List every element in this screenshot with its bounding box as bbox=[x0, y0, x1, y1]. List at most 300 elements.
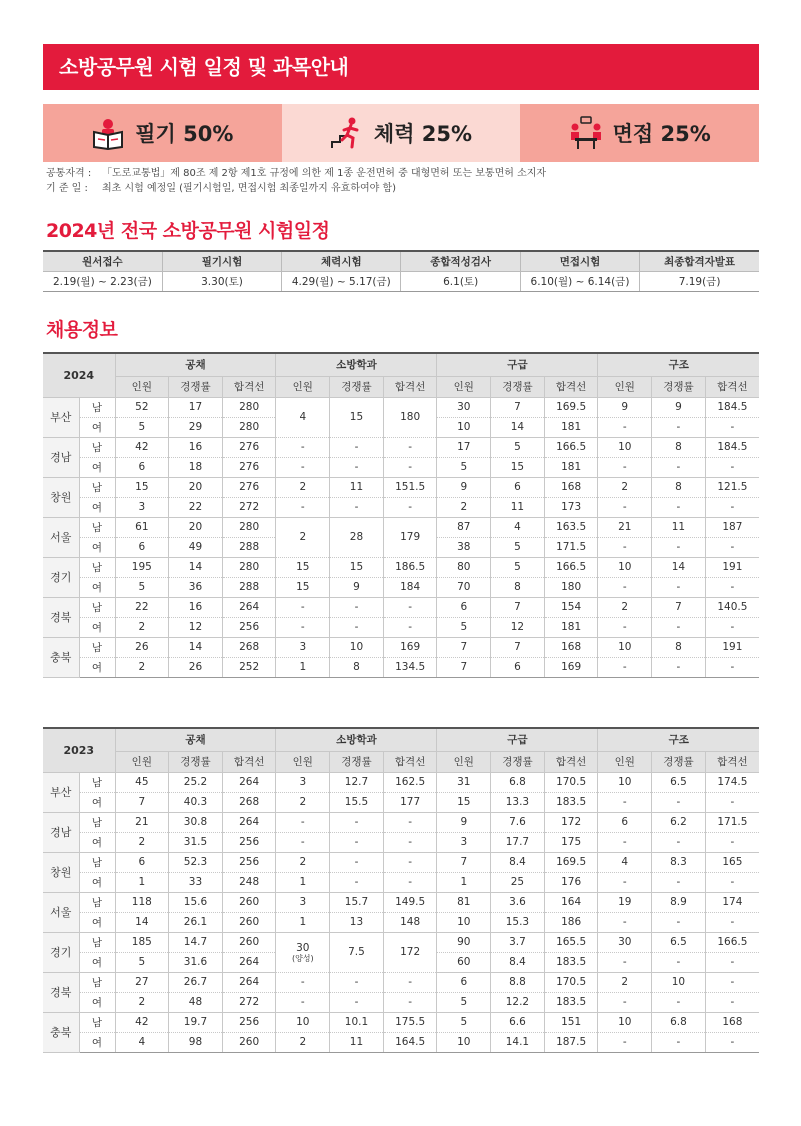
value-cell: 272 bbox=[222, 992, 276, 1012]
value-cell: 5 bbox=[437, 1012, 491, 1032]
recruit-table-2024 bbox=[43, 352, 759, 678]
subheader-cell: 합격선 bbox=[222, 751, 276, 772]
subheader-cell: 인원 bbox=[437, 376, 491, 397]
value-cell: 26 bbox=[169, 657, 223, 677]
group-header: 소방학과 bbox=[276, 353, 437, 376]
group-header: 구급 bbox=[437, 728, 598, 751]
value-cell: 5 bbox=[437, 992, 491, 1012]
value-cell: 6 bbox=[115, 457, 169, 477]
table-row bbox=[43, 437, 759, 457]
group-header: 소방학과 bbox=[276, 728, 437, 751]
value-cell: 49 bbox=[169, 537, 223, 557]
value-cell: - bbox=[598, 832, 652, 852]
value-cell: - bbox=[330, 497, 384, 517]
value-cell: - bbox=[705, 617, 759, 637]
schedule-header: 원서접수 bbox=[43, 251, 162, 271]
value-cell: 172 bbox=[383, 932, 437, 972]
sex-cell: 여 bbox=[79, 657, 115, 677]
value-cell: 276 bbox=[222, 437, 276, 457]
recruit-heading: 채용정보 bbox=[46, 319, 118, 341]
value-cell: 25 bbox=[491, 872, 545, 892]
sex-cell: 남 bbox=[79, 437, 115, 457]
value-cell: 154 bbox=[544, 597, 598, 617]
sex-cell: 남 bbox=[79, 772, 115, 792]
value-cell: 6 bbox=[491, 477, 545, 497]
sex-cell: 남 bbox=[79, 972, 115, 992]
value-cell: 268 bbox=[222, 637, 276, 657]
region-cell: 경남 bbox=[43, 812, 79, 852]
value-cell: - bbox=[383, 832, 437, 852]
value-cell: 12.7 bbox=[330, 772, 384, 792]
book-reading-icon bbox=[91, 116, 125, 150]
value-cell: 11 bbox=[652, 517, 706, 537]
value-cell: 12.2 bbox=[491, 992, 545, 1012]
sex-cell: 남 bbox=[79, 517, 115, 537]
value-cell: - bbox=[383, 437, 437, 457]
value-cell: 12 bbox=[491, 617, 545, 637]
value-cell: 52 bbox=[115, 397, 169, 417]
sex-cell: 여 bbox=[79, 457, 115, 477]
value-cell: 162.5 bbox=[383, 772, 437, 792]
value-cell: 191 bbox=[705, 557, 759, 577]
subheader-cell: 합격선 bbox=[544, 751, 598, 772]
schedule-value: 2.19(월) ~ 2.23(금) bbox=[43, 271, 162, 291]
value-cell: - bbox=[383, 617, 437, 637]
value-cell: - bbox=[652, 992, 706, 1012]
value-cell: - bbox=[705, 537, 759, 557]
value-cell: 176 bbox=[544, 872, 598, 892]
value-cell: 5 bbox=[115, 952, 169, 972]
schedule-header: 면접시험 bbox=[520, 251, 639, 271]
sex-cell: 남 bbox=[79, 812, 115, 832]
value-cell: 22 bbox=[115, 597, 169, 617]
value-cell: 26.7 bbox=[169, 972, 223, 992]
value-cell: 10 bbox=[437, 1032, 491, 1052]
value-cell: 2 bbox=[115, 992, 169, 1012]
value-cell: 87 bbox=[437, 517, 491, 537]
table-row bbox=[43, 497, 759, 517]
value-cell: 2 bbox=[598, 597, 652, 617]
value-cell: 2 bbox=[276, 477, 330, 497]
subheader-cell: 인원 bbox=[598, 376, 652, 397]
value-cell: - bbox=[276, 617, 330, 637]
value-cell: 4 bbox=[115, 1032, 169, 1052]
schedule-header: 필기시험 bbox=[162, 251, 281, 271]
value-cell: 169.5 bbox=[544, 397, 598, 417]
value-cell: 2 bbox=[276, 852, 330, 872]
value-cell: 2 bbox=[115, 657, 169, 677]
value-cell: 7 bbox=[115, 792, 169, 812]
value-cell: 5 bbox=[491, 537, 545, 557]
subheader-row bbox=[43, 376, 759, 397]
table-row bbox=[43, 477, 759, 497]
value-cell: 2 bbox=[276, 1032, 330, 1052]
value-cell: 18 bbox=[169, 457, 223, 477]
value-cell: 260 bbox=[222, 1032, 276, 1052]
value-cell: 29 bbox=[169, 417, 223, 437]
value-cell: 21 bbox=[115, 812, 169, 832]
value-cell: 14 bbox=[491, 417, 545, 437]
value-cell: 6.2 bbox=[652, 812, 706, 832]
value-cell: 280 bbox=[222, 397, 276, 417]
value-cell: 195 bbox=[115, 557, 169, 577]
value-cell: - bbox=[330, 852, 384, 872]
value-cell: - bbox=[598, 577, 652, 597]
table-row bbox=[43, 892, 759, 912]
sex-cell: 남 bbox=[79, 597, 115, 617]
subheader-cell: 합격선 bbox=[544, 376, 598, 397]
table-row bbox=[43, 832, 759, 852]
value-cell: 264 bbox=[222, 772, 276, 792]
value-cell: 5 bbox=[115, 577, 169, 597]
value-cell: 8 bbox=[652, 477, 706, 497]
value-cell: - bbox=[652, 417, 706, 437]
value-cell: 70 bbox=[437, 577, 491, 597]
table-row bbox=[43, 852, 759, 872]
table-row bbox=[43, 972, 759, 992]
header-row bbox=[43, 728, 759, 751]
table-row bbox=[43, 597, 759, 617]
sex-cell: 여 bbox=[79, 832, 115, 852]
value-cell: 140.5 bbox=[705, 597, 759, 617]
value-cell: 276 bbox=[222, 457, 276, 477]
value-cell: 7 bbox=[652, 597, 706, 617]
value-cell: - bbox=[705, 912, 759, 932]
subheader-cell: 경쟁률 bbox=[652, 751, 706, 772]
value-cell: 14 bbox=[169, 637, 223, 657]
subheader-cell: 인원 bbox=[276, 751, 330, 772]
value-cell: 90 bbox=[437, 932, 491, 952]
note-text: 최초 시험 예정일 (필기시험일, 면접시험 최종일까지 유효하여야 함) bbox=[102, 183, 397, 194]
value-cell: - bbox=[383, 872, 437, 892]
value-cell: 5 bbox=[491, 437, 545, 457]
value-cell: 7 bbox=[437, 657, 491, 677]
physical-exam-ratio bbox=[282, 104, 521, 162]
page-title: 소방공무원 시험 일정 및 과목안내 bbox=[43, 44, 759, 90]
group-header: 구조 bbox=[598, 728, 759, 751]
schedule-value: 6.1(토) bbox=[401, 271, 520, 291]
value-cell: - bbox=[652, 912, 706, 932]
sex-cell: 여 bbox=[79, 577, 115, 597]
value-cell: 264 bbox=[222, 972, 276, 992]
value-cell: 2 bbox=[276, 792, 330, 812]
subheader-cell: 경쟁률 bbox=[169, 751, 223, 772]
value-cell: 10 bbox=[437, 912, 491, 932]
value-cell: 260 bbox=[222, 932, 276, 952]
subheader-cell: 경쟁률 bbox=[330, 751, 384, 772]
sex-cell: 여 bbox=[79, 1032, 115, 1052]
value-cell: 9 bbox=[652, 397, 706, 417]
value-cell: - bbox=[276, 597, 330, 617]
value-cell: 15 bbox=[276, 577, 330, 597]
value-cell: 10.1 bbox=[330, 1012, 384, 1032]
value-cell: 164 bbox=[544, 892, 598, 912]
value-cell: 27 bbox=[115, 972, 169, 992]
value-cell: 20 bbox=[169, 477, 223, 497]
value-cell: 52.3 bbox=[169, 852, 223, 872]
value-cell: - bbox=[652, 457, 706, 477]
value-cell: 6 bbox=[598, 812, 652, 832]
value-cell: 5 bbox=[437, 617, 491, 637]
table-row bbox=[43, 397, 759, 417]
value-cell: - bbox=[652, 497, 706, 517]
value-cell: 264 bbox=[222, 952, 276, 972]
value-cell: - bbox=[652, 832, 706, 852]
schedule-value: 6.10(월) ~ 6.14(금) bbox=[520, 271, 639, 291]
value-cell: 186 bbox=[544, 912, 598, 932]
value-cell: 10 bbox=[276, 1012, 330, 1032]
value-cell: 60 bbox=[437, 952, 491, 972]
qualification-notes bbox=[46, 166, 546, 196]
value-cell: 6 bbox=[437, 597, 491, 617]
region-cell: 창원 bbox=[43, 852, 79, 892]
value-cell: - bbox=[652, 792, 706, 812]
value-cell: 170.5 bbox=[544, 972, 598, 992]
value-cell: 184.5 bbox=[705, 437, 759, 457]
year-cell: 2023 bbox=[43, 728, 115, 772]
value-cell: - bbox=[598, 657, 652, 677]
value-cell: - bbox=[598, 872, 652, 892]
table-row bbox=[43, 792, 759, 812]
value-cell: 174.5 bbox=[705, 772, 759, 792]
value-cell: 256 bbox=[222, 852, 276, 872]
value-cell: 28 bbox=[330, 517, 384, 557]
region-cell: 서울 bbox=[43, 517, 79, 557]
running-stairs-icon bbox=[330, 116, 364, 150]
value-cell: 9 bbox=[437, 812, 491, 832]
table-row bbox=[43, 637, 759, 657]
value-cell: 48 bbox=[169, 992, 223, 1012]
value-cell: - bbox=[652, 617, 706, 637]
value-cell: 272 bbox=[222, 497, 276, 517]
value-cell: 148 bbox=[383, 912, 437, 932]
value-cell: 98 bbox=[169, 1032, 223, 1052]
value-cell: - bbox=[598, 952, 652, 972]
value-cell: 184.5 bbox=[705, 397, 759, 417]
value-cell: 181 bbox=[544, 457, 598, 477]
value-cell: 4 bbox=[598, 852, 652, 872]
value-cell: 191 bbox=[705, 637, 759, 657]
value-cell: 21 bbox=[598, 517, 652, 537]
recruit-table-2023 bbox=[43, 727, 759, 1053]
value-cell: 31.5 bbox=[169, 832, 223, 852]
subheader-row bbox=[43, 751, 759, 772]
sex-cell: 남 bbox=[79, 557, 115, 577]
value-cell: 185 bbox=[115, 932, 169, 952]
value-cell: 264 bbox=[222, 597, 276, 617]
value-cell: 3 bbox=[437, 832, 491, 852]
value-cell: 11 bbox=[330, 1032, 384, 1052]
value-cell: 276 bbox=[222, 477, 276, 497]
value-cell: 174 bbox=[705, 892, 759, 912]
table-row bbox=[43, 1012, 759, 1032]
value-cell: 1 bbox=[115, 872, 169, 892]
sex-cell: 여 bbox=[79, 417, 115, 437]
value-cell: 134.5 bbox=[383, 657, 437, 677]
note-label: 공통자격 : bbox=[46, 168, 92, 179]
value-cell: 45 bbox=[115, 772, 169, 792]
value-cell: 8.3 bbox=[652, 852, 706, 872]
value-cell: 260 bbox=[222, 912, 276, 932]
value-cell: 2 bbox=[598, 972, 652, 992]
table-row bbox=[43, 912, 759, 932]
value-cell: 8.8 bbox=[491, 972, 545, 992]
table-row bbox=[43, 992, 759, 1012]
value-cell: 6 bbox=[115, 852, 169, 872]
value-cell: 25.2 bbox=[169, 772, 223, 792]
value-cell: - bbox=[276, 992, 330, 1012]
value-cell: 175 bbox=[544, 832, 598, 852]
value-cell: 11 bbox=[330, 477, 384, 497]
value-cell: 7.6 bbox=[491, 812, 545, 832]
value-cell: 3.6 bbox=[491, 892, 545, 912]
value-cell: 2 bbox=[115, 617, 169, 637]
value-cell: - bbox=[598, 792, 652, 812]
region-cell: 경북 bbox=[43, 597, 79, 637]
sex-cell: 여 bbox=[79, 872, 115, 892]
value-cell: - bbox=[705, 792, 759, 812]
value-cell: 3 bbox=[276, 892, 330, 912]
sex-cell: 여 bbox=[79, 537, 115, 557]
value-cell: - bbox=[276, 457, 330, 477]
group-header: 공채 bbox=[115, 728, 276, 751]
value-cell: 3 bbox=[276, 772, 330, 792]
value-cell: 19.7 bbox=[169, 1012, 223, 1032]
value-cell: 81 bbox=[437, 892, 491, 912]
schedule-header: 종합적성검사 bbox=[401, 251, 520, 271]
sex-cell: 남 bbox=[79, 932, 115, 952]
value-cell: 5 bbox=[491, 557, 545, 577]
table-row bbox=[43, 577, 759, 597]
value-cell: 280 bbox=[222, 557, 276, 577]
value-cell: 6.5 bbox=[652, 772, 706, 792]
sex-cell: 남 bbox=[79, 637, 115, 657]
value-cell: - bbox=[598, 1032, 652, 1052]
subheader-cell: 인원 bbox=[115, 751, 169, 772]
value-cell: 8 bbox=[330, 657, 384, 677]
value-cell: 288 bbox=[222, 537, 276, 557]
value-cell: - bbox=[598, 912, 652, 932]
value-cell: 31.6 bbox=[169, 952, 223, 972]
schedule-value: 3.30(토) bbox=[162, 271, 281, 291]
value-cell: - bbox=[383, 457, 437, 477]
sex-cell: 여 bbox=[79, 617, 115, 637]
score-ratio-bar bbox=[43, 104, 759, 162]
subheader-cell: 경쟁률 bbox=[491, 376, 545, 397]
schedule-header: 최종합격자발표 bbox=[640, 251, 759, 271]
value-cell: 40.3 bbox=[169, 792, 223, 812]
subheader-cell: 인원 bbox=[598, 751, 652, 772]
value-cell: 280 bbox=[222, 517, 276, 537]
value-cell: 17.7 bbox=[491, 832, 545, 852]
value-cell: 183.5 bbox=[544, 992, 598, 1012]
region-cell: 경기 bbox=[43, 932, 79, 972]
value-cell: - bbox=[330, 812, 384, 832]
value-cell: 1 bbox=[276, 657, 330, 677]
value-cell: 187.5 bbox=[544, 1032, 598, 1052]
value-cell: 6.6 bbox=[491, 1012, 545, 1032]
value-cell: 280 bbox=[222, 417, 276, 437]
value-cell: - bbox=[705, 972, 759, 992]
value-cell: 8.4 bbox=[491, 952, 545, 972]
table-row bbox=[43, 657, 759, 677]
value-cell: 183.5 bbox=[544, 952, 598, 972]
interview-label: 면접 25% bbox=[612, 122, 711, 146]
value-cell: 61 bbox=[115, 517, 169, 537]
note-label: 기 준 일 : bbox=[46, 183, 88, 194]
value-cell: 6 bbox=[437, 972, 491, 992]
subheader-cell: 합격선 bbox=[705, 376, 759, 397]
value-cell: 15 bbox=[330, 557, 384, 577]
value-cell: 260 bbox=[222, 892, 276, 912]
value-cell: 26.1 bbox=[169, 912, 223, 932]
table-row bbox=[43, 812, 759, 832]
value-cell: - bbox=[276, 812, 330, 832]
value-cell: 10 bbox=[598, 557, 652, 577]
value-cell: - bbox=[705, 872, 759, 892]
value-cell: 10 bbox=[437, 417, 491, 437]
value-cell: 14 bbox=[169, 557, 223, 577]
table-row bbox=[43, 617, 759, 637]
region-cell: 창원 bbox=[43, 477, 79, 517]
header-row bbox=[43, 353, 759, 376]
value-cell: 9 bbox=[437, 477, 491, 497]
value-cell: - bbox=[383, 992, 437, 1012]
value-cell: 256 bbox=[222, 617, 276, 637]
value-cell: 165 bbox=[705, 852, 759, 872]
value-cell: 33 bbox=[169, 872, 223, 892]
group-header: 구조 bbox=[598, 353, 759, 376]
value-cell: - bbox=[705, 832, 759, 852]
value-cell: 172 bbox=[544, 812, 598, 832]
value-cell: - bbox=[652, 577, 706, 597]
value-cell: - bbox=[383, 812, 437, 832]
note-common bbox=[46, 166, 546, 181]
value-cell: 151.5 bbox=[383, 477, 437, 497]
sex-cell: 남 bbox=[79, 852, 115, 872]
value-cell: 256 bbox=[222, 832, 276, 852]
value-cell: 16 bbox=[169, 437, 223, 457]
value-cell: 6.8 bbox=[491, 772, 545, 792]
value-cell: 170.5 bbox=[544, 772, 598, 792]
value-cell: - bbox=[330, 972, 384, 992]
value-cell: 42 bbox=[115, 437, 169, 457]
schedule-header: 체력시험 bbox=[282, 251, 401, 271]
value-cell: 179 bbox=[383, 517, 437, 557]
region-cell: 충북 bbox=[43, 1012, 79, 1052]
group-header: 공채 bbox=[115, 353, 276, 376]
value-cell: 12 bbox=[169, 617, 223, 637]
value-cell: - bbox=[330, 832, 384, 852]
value-cell: 177 bbox=[383, 792, 437, 812]
value-cell: 6.8 bbox=[652, 1012, 706, 1032]
value-cell: - bbox=[330, 457, 384, 477]
value-text: 30 bbox=[296, 941, 310, 954]
subheader-cell: 경쟁률 bbox=[491, 751, 545, 772]
value-cell: 20 bbox=[169, 517, 223, 537]
value-cell: 186.5 bbox=[383, 557, 437, 577]
region-cell: 경북 bbox=[43, 972, 79, 1012]
value-cell: - bbox=[705, 417, 759, 437]
interview-icon bbox=[569, 116, 603, 150]
value-cell: - bbox=[652, 537, 706, 557]
value-cell: 3 bbox=[115, 497, 169, 517]
value-cell: 169 bbox=[383, 637, 437, 657]
value-cell: 166.5 bbox=[544, 437, 598, 457]
value-cell: - bbox=[330, 617, 384, 637]
value-cell: 1 bbox=[276, 872, 330, 892]
value-cell: 256 bbox=[222, 1012, 276, 1032]
